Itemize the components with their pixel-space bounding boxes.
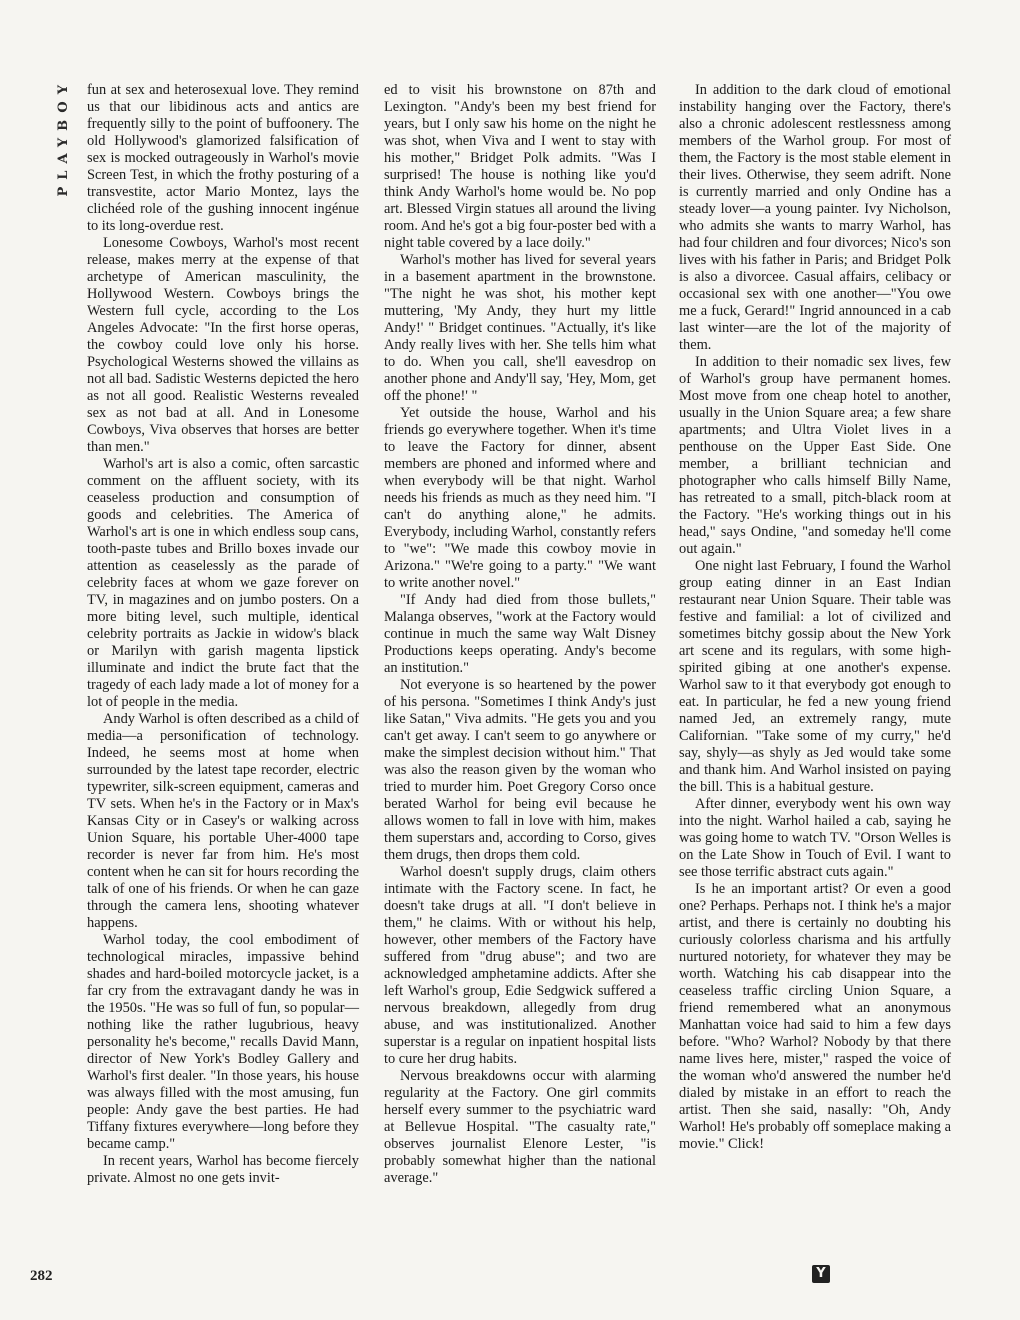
paragraph: In addition to the dark cloud of emotional instability hanging over the Factory, there's also a chronic adolescent restlessness among members of the Warhol group. For most of them, the Factory is the most stable element in their lives. Otherwise, they seem adrift. None is currently married and only Ondine has a steady lover—a young painter. Ivy Nicholson, who admits she wants to marry Warhol, has had four children and four divorces; Nico's son lives with his father in Paris; and Bridget Polk is also a divorcee. Casual affairs, celibacy or occasional sex with one another—"You owe me a fuck, Gerard!" Ingrid announced in a cab last winter—are the lot of the majority of them. [679,82,951,353]
paragraph: After dinner, everybody went his own way into the night. Warhol hailed a cab, saying he was going home to watch TV. "Orson Welles is on the Late Show in Touch of Evil. I want to see those terrific abstract cuts again." [679,796,951,880]
paragraph: One night last February, I found the Warhol group eating dinner in an East Indian restaurant near Union Square. Their table was festive and familial: a lot of civilized and sometimes bitchy gossip about the New York art scene and its regulars, with some high-spirited gibing at one another's expense. Warhol saw to it that everybody got enough to eat. In particular, he fed a new young friend named Jed, an extremely rangy, mute Californian. "Take some of my curry," he'd say, shyly—as shyly as Jed would take some and thank him. And Warhol insisted on paying the bill. This is a habitual gesture. [679,558,951,795]
page-number: 282 [30,1268,53,1284]
article-column-3 [679,82,951,1153]
paragraph: Warhol's mother has lived for several years in a basement apartment in the brownstone. "The night he was shot, his mother kept muttering, 'My Andy, they hurt my little Andy!' " Bridget continues. "Actually, it's like Andy really lives with her. She tells him what to do. When you call, she'll eavesdrop on another phone and Andy'll say, 'Hey, Mom, get off the phone!' " [384,252,656,404]
article-column-1 [87,82,359,1187]
paragraph: In addition to their nomadic sex lives, few of Warhol's group have permanent homes. Most move from one cheap hotel to another, usually in the Union Square area; a few share apartments; and Ultra Violet lives in a penthouse on the Upper East Side. One member, a brilliant technician and photographer who calls himself Billy Name, has retreated to a small, pitch-black room at the Factory. "He's working things out in his head," says Ondine, "and someday he'll come out again." [679,354,951,557]
article-column-2 [384,82,656,1187]
paragraph: Is he an important artist? Or even a good one? Perhaps. Perhaps not. I think he's a major artist, and there is certainly no doubting his curiously colorless charisma and his artfully nurtured notoriety, for whatever they may be worth. Watching his cab disappear into the ceaseless traffic circling Union Square, a friend remembered what an anonymous Manhattan voice had said to him a few days before. "Who? Warhol? Nobody by that there name lives here, mister," rasped the voice of the woman who'd answered the number he'd dialed by mistake in an effort to reach the artist. Then she said, nasally: "Oh, Andy Warhol! He's probably off someplace making a movie." Click! [679,881,951,1152]
paragraph: Warhol today, the cool embodiment of technological miracles, impassive behind shades and hard-boiled motorcycle jacket, is a far cry from the extravagant dandy he was in the 1950s. "He was so full of fun, so popular—nothing like the rather lugubrious, heavy personality he's become," recalls David Mann, director of New York's Bodley Gallery and Warhol's first dealer. "In those years, his house was always filled with the most amusing, fun people: Andy gave the best parties. He had Tiffany fixtures everywhere—long before they became camp." [87,932,359,1152]
paragraph: fun at sex and heterosexual love. They remind us that our libidinous acts and antics are frequently silly to the point of buffoonery. The old Hollywood's glamorized falsification of sex is mocked outrageously in Warhol's movie Screen Test, in which the frothy posturing of a transvestite, actor Mario Montez, lays the clichéed role of the gushing innocent ingénue to its long-overdue rest. [87,82,359,234]
paragraph: Not everyone is so heartened by the power of his persona. "Sometimes I think Andy's just like Satan," Viva admits. "He gets you and you can't get away. I can't seem to go anywhere or make the simplest decision without him." That was also the reason given by the woman who tried to murder him. Poet Gregory Corso once berated Warhol for being evil because he allows women to fall in love with him, makes them superstars and, according to Corso, gives them drugs, then drops them cold. [384,677,656,863]
paragraph: Warhol doesn't supply drugs, claim others intimate with the Factory scene. In fact, he doesn't take drugs at all. "I don't believe in them," he claims. With or without his help, however, other members of the Factory have suffered from "drug abuse"; and two are acknowledged amphetamine addicts. After she left Warhol's group, Edie Sedgwick suffered a nervous breakdown, allegedly from drug abuse, and was institutionalized. Another superstar is a regular on inpatient hospital lists to cure her drug habits. [384,864,656,1067]
magazine-running-head: PLAYBOY [56,78,71,197]
paragraph: Yet outside the house, Warhol and his friends go everywhere together. When it's time to leave the Factory for dinner, absent members are phoned and informed where and when everybody will be that night. Warhol needs his friends as much as they need him. "I can't do anything alone," he admits. Everybody, including Warhol, constantly refers to "we": "We made this cowboy movie in Arizona." "We're going to a party." "We want to write another novel." [384,405,656,591]
paragraph: ed to visit his brownstone on 87th and Lexington. "Andy's been my best friend for years, but I only saw his home on the night he was shot, when Viva and I went to stay with his mother," Bridget Polk admits. "Was I surprised! The house is nothing like you'd think Andy Warhol's home would be. No pop art. Blessed Virgin statues all around the living room. And he's got a big four-poster bed with a night table covered by a lace doily." [384,82,656,251]
end-of-article-mark: Y [812,1265,830,1283]
paragraph: Warhol's art is also a comic, often sarcastic comment on the affluent society, with its ceaseless production and consumption of goods and celebrities. The America of Warhol's art is one in which endless soup cans, tooth-paste tubes and Brillo boxes invade our attention as ceaselessly as the parade of celebrity faces at whom we gaze forever on TV, in magazines and on jumbo posters. On a more biting level, such multiple, identical celebrity portraits as Jackie in widow's black or Marilyn with garish magenta lipstick illuminate and indict the brute fact that the tragedy of each lady made a lot of money for a lot of people in the media. [87,456,359,710]
paragraph: Andy Warhol is often described as a child of media—a personification of technology. Indeed, he seems most at home when surrounded by the latest tape recorder, electric typewriter, silk-screen equipment, cameras and TV sets. When he's in the Factory or in Max's Kansas City or in Casey's or walking across Union Square, his portable Uher-4000 tape recorder is never far from him. He's most content when he can sit for hours recording the talk of one of his friends. Or when he can gaze through the camera lens, shooting whatever happens. [87,711,359,931]
paragraph: "If Andy had died from those bullets," Malanga observes, "work at the Factory would continue in much the same way Walt Disney Productions keeps operating. Andy's become an institution." [384,592,656,676]
paragraph: In recent years, Warhol has become fiercely private. Almost no one gets invit- [87,1153,359,1186]
paragraph: Lonesome Cowboys, Warhol's most recent release, makes merry at the expense of that archetype of American masculinity, the Hollywood Western. Cowboys brings the Western full cycle, according to the Los Angeles Advocate: "In the first horse operas, the cowboy could love only his horse. Psychological Westerns showed the villains as not all bad. Sadistic Westerns depicted the hero as not all good. Realistic Westerns revealed sex as not bad at all. And in Lonesome Cowboys, Viva observes that horses are better than men." [87,235,359,455]
paragraph: Nervous breakdowns occur with alarming regularity at the Factory. One girl commits herself every summer to the psychiatric ward at Bellevue Hospital. "The casualty rate," observes journalist Elenore Lester, "is probably somewhat higher than the national average." [384,1068,656,1186]
